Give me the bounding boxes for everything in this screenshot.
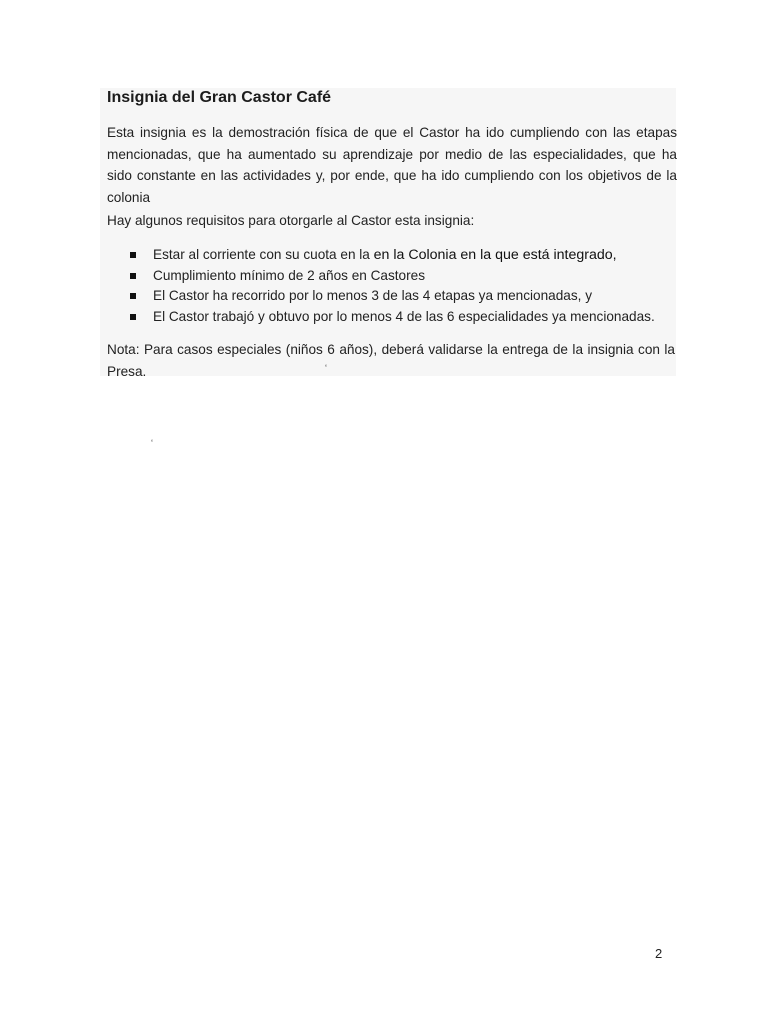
- note-line: Presa.: [107, 363, 147, 379]
- requirement-text: Estar al corriente con su cuota en la en la Colonia en la que está integrado,: [153, 247, 617, 263]
- paragraph-line: mencionadas, que ha aumentado su aprendizaje por medio de las especialidades, que ha: [107, 146, 677, 162]
- paragraph-line: Esta insignia es la demostración física de que el Castor ha ido cumpliendo con las etapas: [107, 125, 677, 140]
- requirement-text: Cumplimiento mínimo de 2 años en Castores: [153, 267, 426, 283]
- description-paragraph: [107, 122, 677, 208]
- requirement-emphasis: en la Colonia en la que está integrado,: [373, 247, 617, 263]
- stray-mark: ‘: [325, 363, 327, 373]
- paragraph-line: colonia: [107, 189, 151, 205]
- square-bullet-icon: [130, 252, 136, 258]
- note-line: Nota: Para casos especiales (niños 6 años), deberá validarse la entrega de la insignia con la: [107, 342, 675, 357]
- requirement-text: El Castor trabajó y obtuvo por lo menos 4 de las 6 especialidades ya mencionadas.: [153, 309, 655, 325]
- requirements-intro: Hay algunos requisitos para otorgarle al Castor esta insignia:: [107, 213, 475, 228]
- square-bullet-icon: [130, 273, 136, 279]
- page-number: 2: [655, 946, 663, 961]
- paragraph-line: sido constante en las actividades y, por ende, que ha ido cumpliendo con los objetivos de la: [107, 168, 677, 183]
- requirement-text: El Castor ha recorrido por lo menos 3 de las 4 etapas ya mencionadas, y: [153, 288, 593, 304]
- stray-mark: ‘: [151, 438, 153, 448]
- special-cases-note: [107, 339, 675, 382]
- section-title: Insignia del Gran Castor Café: [107, 89, 332, 106]
- square-bullet-icon: [130, 293, 136, 299]
- square-bullet-icon: [130, 314, 136, 320]
